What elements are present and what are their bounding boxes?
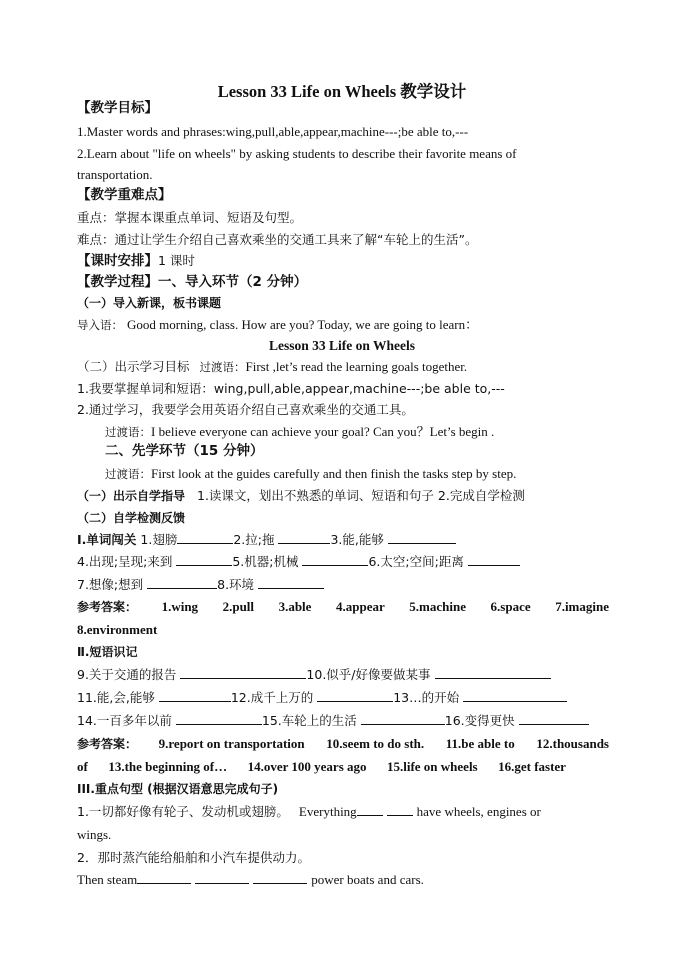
objective-2a: 2.Learn about "life on wheels" by asking students to describe their favorite means of bbox=[77, 146, 517, 161]
phrase-row-1 bbox=[77, 666, 551, 684]
vocab-item: 5.机器;机械 bbox=[232, 554, 299, 569]
goal-transition: I believe everyone can achieve your goal? Can you？Let’s begin . bbox=[151, 424, 495, 439]
vocab-item: 1.翅膀 bbox=[140, 532, 178, 547]
phrase-answer: 12.thousands bbox=[536, 736, 609, 751]
vocab-row-2 bbox=[77, 553, 520, 571]
vocab-item: 4.出现;呈现;来到 bbox=[77, 554, 173, 569]
sentence-1-chinese: 1.一切都好像有轮子、发动机或翅膀。 bbox=[77, 804, 289, 819]
vocab-heading: Ⅰ.单词闯关 bbox=[77, 532, 137, 547]
answer-blank[interactable] bbox=[435, 666, 551, 679]
phrase-answer: 15.life on wheels bbox=[386, 759, 478, 774]
preview-transition: First look at the guides carefully and then finish the tasks step by step. bbox=[151, 466, 517, 481]
vocab-item: 6.太空;空间;距离 bbox=[368, 554, 464, 569]
schedule-heading: 【课时安排】 bbox=[77, 253, 158, 269]
document-title: Lesson 33 Life on Wheels 教学设计 bbox=[217, 82, 467, 101]
phrase-answers-1 bbox=[77, 735, 609, 753]
phrase-item: 9.关于交通的报告 bbox=[77, 667, 177, 682]
answer-blank[interactable] bbox=[159, 689, 231, 702]
check-label: （二）自学检测反馈 bbox=[77, 511, 186, 525]
answer-blank[interactable] bbox=[519, 712, 589, 725]
sentence-1-start: Everything bbox=[298, 804, 357, 819]
goals-transition-label: 过渡语： bbox=[199, 360, 246, 374]
vocab-answer-label: 参考答案： bbox=[77, 600, 138, 614]
objective-2b: transportation. bbox=[77, 167, 153, 182]
vocab-item: 3.能,能够 bbox=[330, 532, 384, 547]
answer-blank[interactable] bbox=[278, 531, 330, 544]
answer-blank[interactable] bbox=[388, 531, 456, 544]
answer-blank[interactable] bbox=[302, 553, 368, 566]
vocab-answer: 2.pull bbox=[222, 599, 255, 614]
sentence-1-line bbox=[77, 803, 541, 821]
schedule-line bbox=[77, 252, 195, 270]
phrase-answer: 14.over 100 years ago bbox=[247, 759, 367, 774]
answer-blank[interactable] bbox=[463, 689, 567, 702]
phrase-answer: of bbox=[77, 759, 88, 774]
intro-text: Good morning, class. How are you? Today, we are going to learn： bbox=[126, 317, 479, 332]
intro-subheading: （一）导入新课，板书课题 bbox=[77, 296, 222, 310]
answer-blank[interactable] bbox=[177, 531, 233, 544]
answer-blank[interactable] bbox=[137, 871, 191, 884]
key-points-heading: 【教学重难点】 bbox=[77, 187, 172, 203]
vocab-answer: 1.wing bbox=[161, 599, 199, 614]
sentence-heading: III.重点句型 (根据汉语意思完成句子) bbox=[77, 782, 279, 796]
phrase-item: 12.成千上万的 bbox=[230, 690, 314, 705]
preview-transition-line bbox=[105, 465, 516, 483]
sentence-2-end: power boats and cars. bbox=[311, 872, 424, 887]
sentence-1-continuation: wings. bbox=[77, 827, 112, 842]
answer-blank[interactable] bbox=[180, 666, 306, 679]
goal-transition-line bbox=[105, 423, 494, 441]
vocab-answers bbox=[77, 598, 609, 616]
phrase-answers-2 bbox=[77, 758, 566, 776]
objectives-heading: 【教学目标】 bbox=[77, 100, 158, 116]
goal-transition-label: 过渡语： bbox=[105, 425, 151, 439]
phrase-answer-label: 参考答案： bbox=[77, 737, 138, 751]
answer-blank[interactable] bbox=[468, 553, 520, 566]
phrase-row-2 bbox=[77, 689, 567, 707]
phrase-answer: 13.the beginning of… bbox=[108, 759, 228, 774]
goals-label: （二）出示学习目标 bbox=[77, 359, 190, 374]
answer-blank[interactable] bbox=[176, 712, 262, 725]
phrase-item: 15.车轮上的生活 bbox=[261, 713, 357, 728]
goal-2: 2.通过学习，我要学会用英语介绍自己喜欢乘坐的交通工具。 bbox=[77, 402, 414, 417]
key-point: 重点：掌握本课重点单词、短语及句型。 bbox=[77, 210, 303, 225]
vocab-item: 7.想像;想到 bbox=[77, 577, 144, 592]
phrase-item: 10.似乎/好像要做某事 bbox=[306, 667, 431, 682]
sentence-2-line bbox=[77, 871, 424, 889]
vocab-row-1 bbox=[77, 531, 456, 549]
guide-label: （一）出示自学指导 bbox=[77, 489, 186, 503]
goal-1: 1.我要掌握单词和短语：wing,pull,able,appear,machine---;be able to,--- bbox=[77, 381, 505, 396]
vocab-answer: 7.imagine bbox=[555, 599, 609, 614]
preview-heading: 二、先学环节（15 分钟） bbox=[105, 443, 264, 459]
phrase-answer: 16.get faster bbox=[498, 759, 566, 774]
answer-blank[interactable] bbox=[176, 553, 232, 566]
phrase-item: 16.变得更快 bbox=[444, 713, 515, 728]
difficult-point: 难点：通过让学生介绍自己喜欢乘坐的交通工具来了解“车轮上的生活”。 bbox=[77, 232, 478, 247]
vocab-item: 8.环境 bbox=[217, 577, 255, 592]
answer-blank[interactable] bbox=[317, 689, 393, 702]
phrase-heading: Ⅱ.短语识记 bbox=[77, 645, 138, 659]
intro-label: 导入语： bbox=[77, 318, 123, 332]
process-heading: 【教学过程】一、导入环节（2 分钟） bbox=[77, 274, 308, 290]
phrase-answer: 11.be able to bbox=[445, 736, 515, 751]
guide-text: 1.读课文，划出不熟悉的单词、短语和句子 2.完成自学检测 bbox=[197, 488, 525, 503]
answer-blank[interactable] bbox=[361, 712, 445, 725]
answer-blank[interactable] bbox=[357, 803, 383, 816]
answer-blank[interactable] bbox=[387, 803, 413, 816]
phrase-item: 13…的开始 bbox=[393, 690, 460, 705]
phrase-answer: 9.report on transportation bbox=[158, 736, 305, 751]
guide-line bbox=[77, 487, 525, 505]
lesson-title: Lesson 33 Life on Wheels bbox=[268, 338, 415, 353]
vocab-answer: 5.machine bbox=[409, 599, 466, 614]
phrase-item: 11.能,会,能够 bbox=[77, 690, 155, 705]
sentence-1-end: have wheels, engines or bbox=[416, 804, 541, 819]
answer-blank[interactable] bbox=[253, 871, 307, 884]
answer-blank[interactable] bbox=[258, 576, 324, 589]
sentence-2-start: Then steam bbox=[77, 872, 138, 887]
answer-blank[interactable] bbox=[147, 576, 217, 589]
vocab-item: 2.拉;拖 bbox=[233, 532, 275, 547]
preview-transition-label: 过渡语： bbox=[105, 467, 151, 481]
vocab-answer: 3.able bbox=[278, 599, 312, 614]
vocab-row-3 bbox=[77, 576, 324, 594]
objective-1: 1.Master words and phrases:wing,pull,able,appear,machine---;be able to,--- bbox=[77, 124, 469, 139]
sentence-2-chinese: 2．那时蒸汽能给船舶和小汽车提供动力。 bbox=[77, 850, 310, 865]
intro-line bbox=[77, 316, 478, 334]
vocab-answer: 4.appear bbox=[336, 599, 385, 614]
schedule-value: 1 课时 bbox=[158, 253, 195, 268]
phrase-item: 14.一百多年以前 bbox=[77, 713, 172, 728]
phrase-row-3 bbox=[77, 712, 589, 730]
vocab-answer: 6.space bbox=[490, 599, 531, 614]
vocab-answer-8: 8.environment bbox=[77, 622, 158, 637]
goals-transition: First ,let’s read the learning goals together. bbox=[245, 359, 468, 374]
goals-line bbox=[77, 358, 467, 376]
phrase-answer: 10.seem to do sth. bbox=[326, 736, 425, 751]
answer-blank[interactable] bbox=[195, 871, 249, 884]
